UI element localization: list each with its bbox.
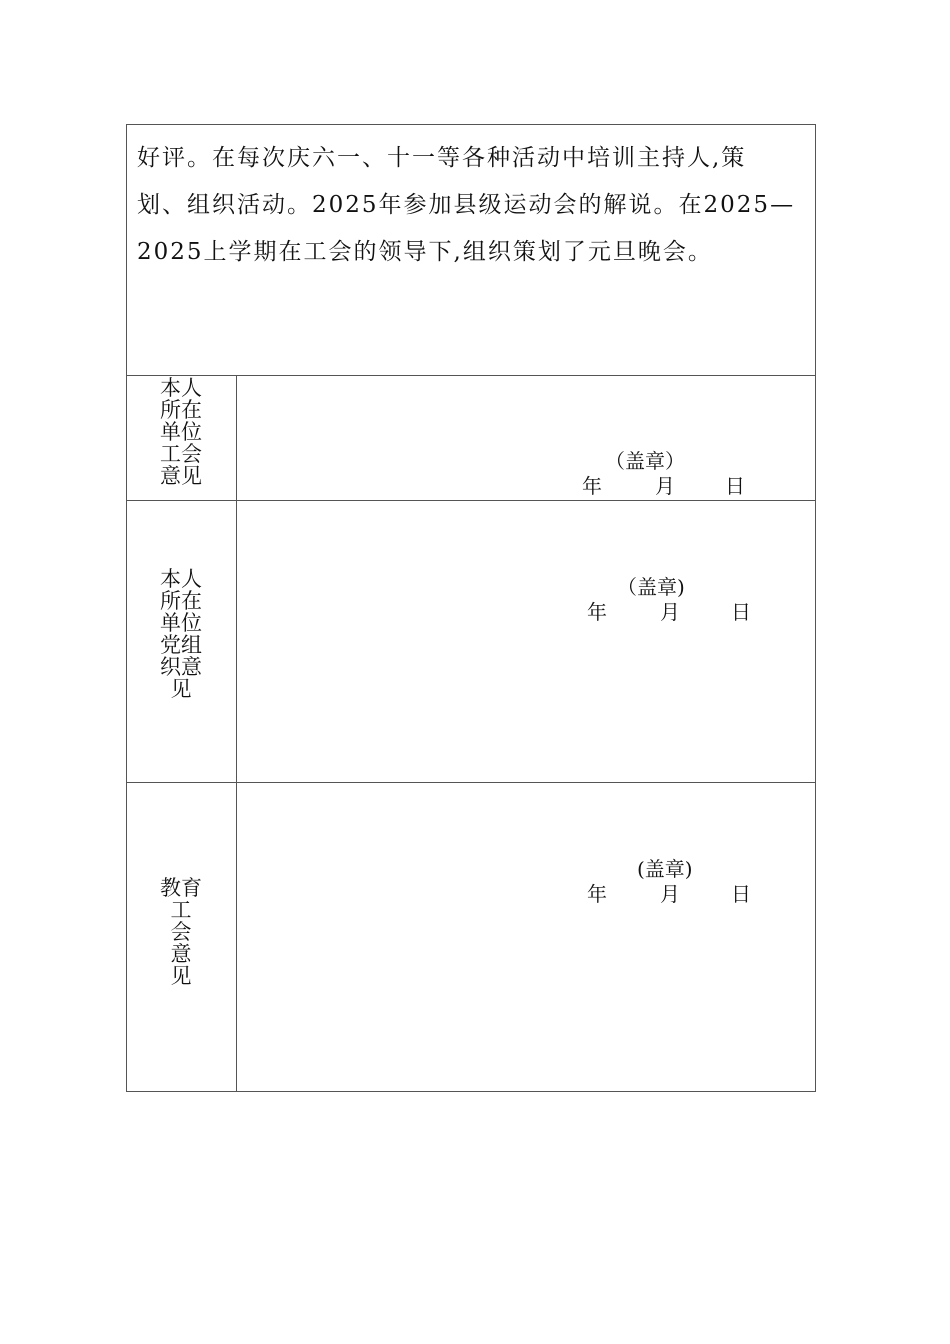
- month-label: 月: [660, 600, 680, 624]
- description-line: 划、组织活动。2025年参加县级运动会的解说。在2025—: [137, 192, 796, 218]
- row-divider: [127, 782, 815, 783]
- seal-mark: （盖章): [617, 575, 685, 599]
- education-union-opinion-label: 教育 工 会 意 见: [160, 876, 202, 988]
- seal-mark: (盖章): [637, 857, 693, 881]
- seal-mark: （盖章）: [605, 449, 685, 473]
- description-line: 好评。在每次庆六一、十一等各种活动中培训主持人,策: [137, 145, 747, 171]
- party-opinion-label: 本人 所在 单位 党组 织意 见: [160, 567, 202, 701]
- day-label: 日: [731, 600, 751, 624]
- month-label: 月: [655, 474, 675, 498]
- description-line: 2025上学期在工会的领导下,组织策划了元旦晚会。: [137, 239, 713, 265]
- year-label: 年: [587, 600, 607, 624]
- year-label: 年: [582, 474, 602, 498]
- column-divider: [236, 375, 237, 1091]
- year-label: 年: [587, 882, 607, 906]
- row-divider: [127, 500, 815, 501]
- activity-description: [137, 135, 805, 276]
- day-label: 日: [725, 474, 745, 498]
- day-label: 日: [731, 882, 751, 906]
- row-divider: [127, 375, 815, 376]
- union-opinion-label: 本人 所在 单位 工会 意见: [160, 376, 202, 488]
- opinion-form-table: [126, 124, 816, 1092]
- month-label: 月: [660, 882, 680, 906]
